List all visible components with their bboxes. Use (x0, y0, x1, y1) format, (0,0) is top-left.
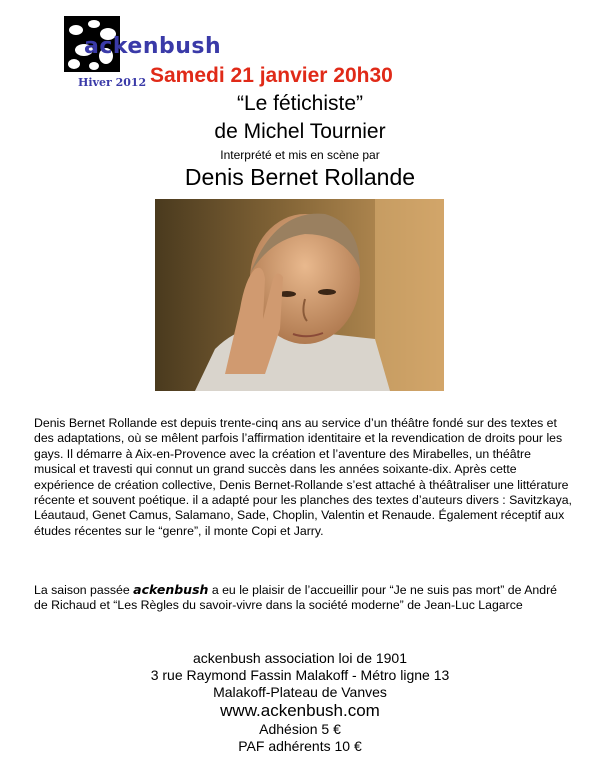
inline-brand: ackenbush (133, 582, 209, 597)
event-date: Samedi 21 janvier 20h30 (150, 64, 393, 87)
membership-price: Adhésion 5 € (259, 721, 341, 737)
last-season-note (34, 582, 574, 614)
city-line: Malakoff-Plateau de Vanves (213, 684, 387, 700)
play-author: de Michel Tournier (214, 120, 386, 143)
website-link[interactable]: www.ackenbush.com (220, 701, 380, 720)
credit-line: Interprété et mis en scène par (220, 148, 380, 162)
performer-biography: Denis Bernet Rollande est depuis trente-cinq ans au service d’un théâtre fondé sur des textes et des adaptations, où se mêlent parfois l’affirmation identitaire et la revendication de droits pour les gays. Il démarre à Aix-en-Provence avec la création et l’aventure des Mirabelles, un théâtre musical et travesti qui connut un grand succès dans les années soixante-dix. Après cette expérience de création collective, Denis Bernet-Rollande s’est attaché à théâtraliser une littérature récente et souvent poétique. il a adapté pour les planches des textes d’auteurs divers : Savitzkaya, Léautaud, Genet Camus, Salamano, Sade, Choplin, Valentin et Renaude. Également réceptif aux études récentes sur le “genre”, il monte Copi et Jarry. (34, 416, 572, 538)
performer-name: Denis Bernet Rollande (184, 164, 416, 190)
footer-info (0, 650, 600, 755)
address-line: 3 rue Raymond Fassin Malakoff - Métro ligne 13 (150, 667, 450, 683)
association-line: ackenbush association loi de 1901 (192, 650, 408, 666)
logo-wordmark: ackenbush (84, 34, 222, 59)
members-price: PAF adhérents 10 € (238, 738, 362, 754)
play-title: “Le fétichiste” (236, 92, 364, 115)
last-season-suffix: a eu le plaisir de l’accueillir pour “Je ne suis pas mort” de André de Richaud et “Les Règles du savoir-vivre dans la société moderne” de Jean-Luc Lagarce (34, 583, 558, 613)
performer-photo (155, 199, 444, 391)
logo-season: Hiver 2012 (78, 76, 147, 89)
last-season-prefix: La saison passée (34, 583, 134, 597)
